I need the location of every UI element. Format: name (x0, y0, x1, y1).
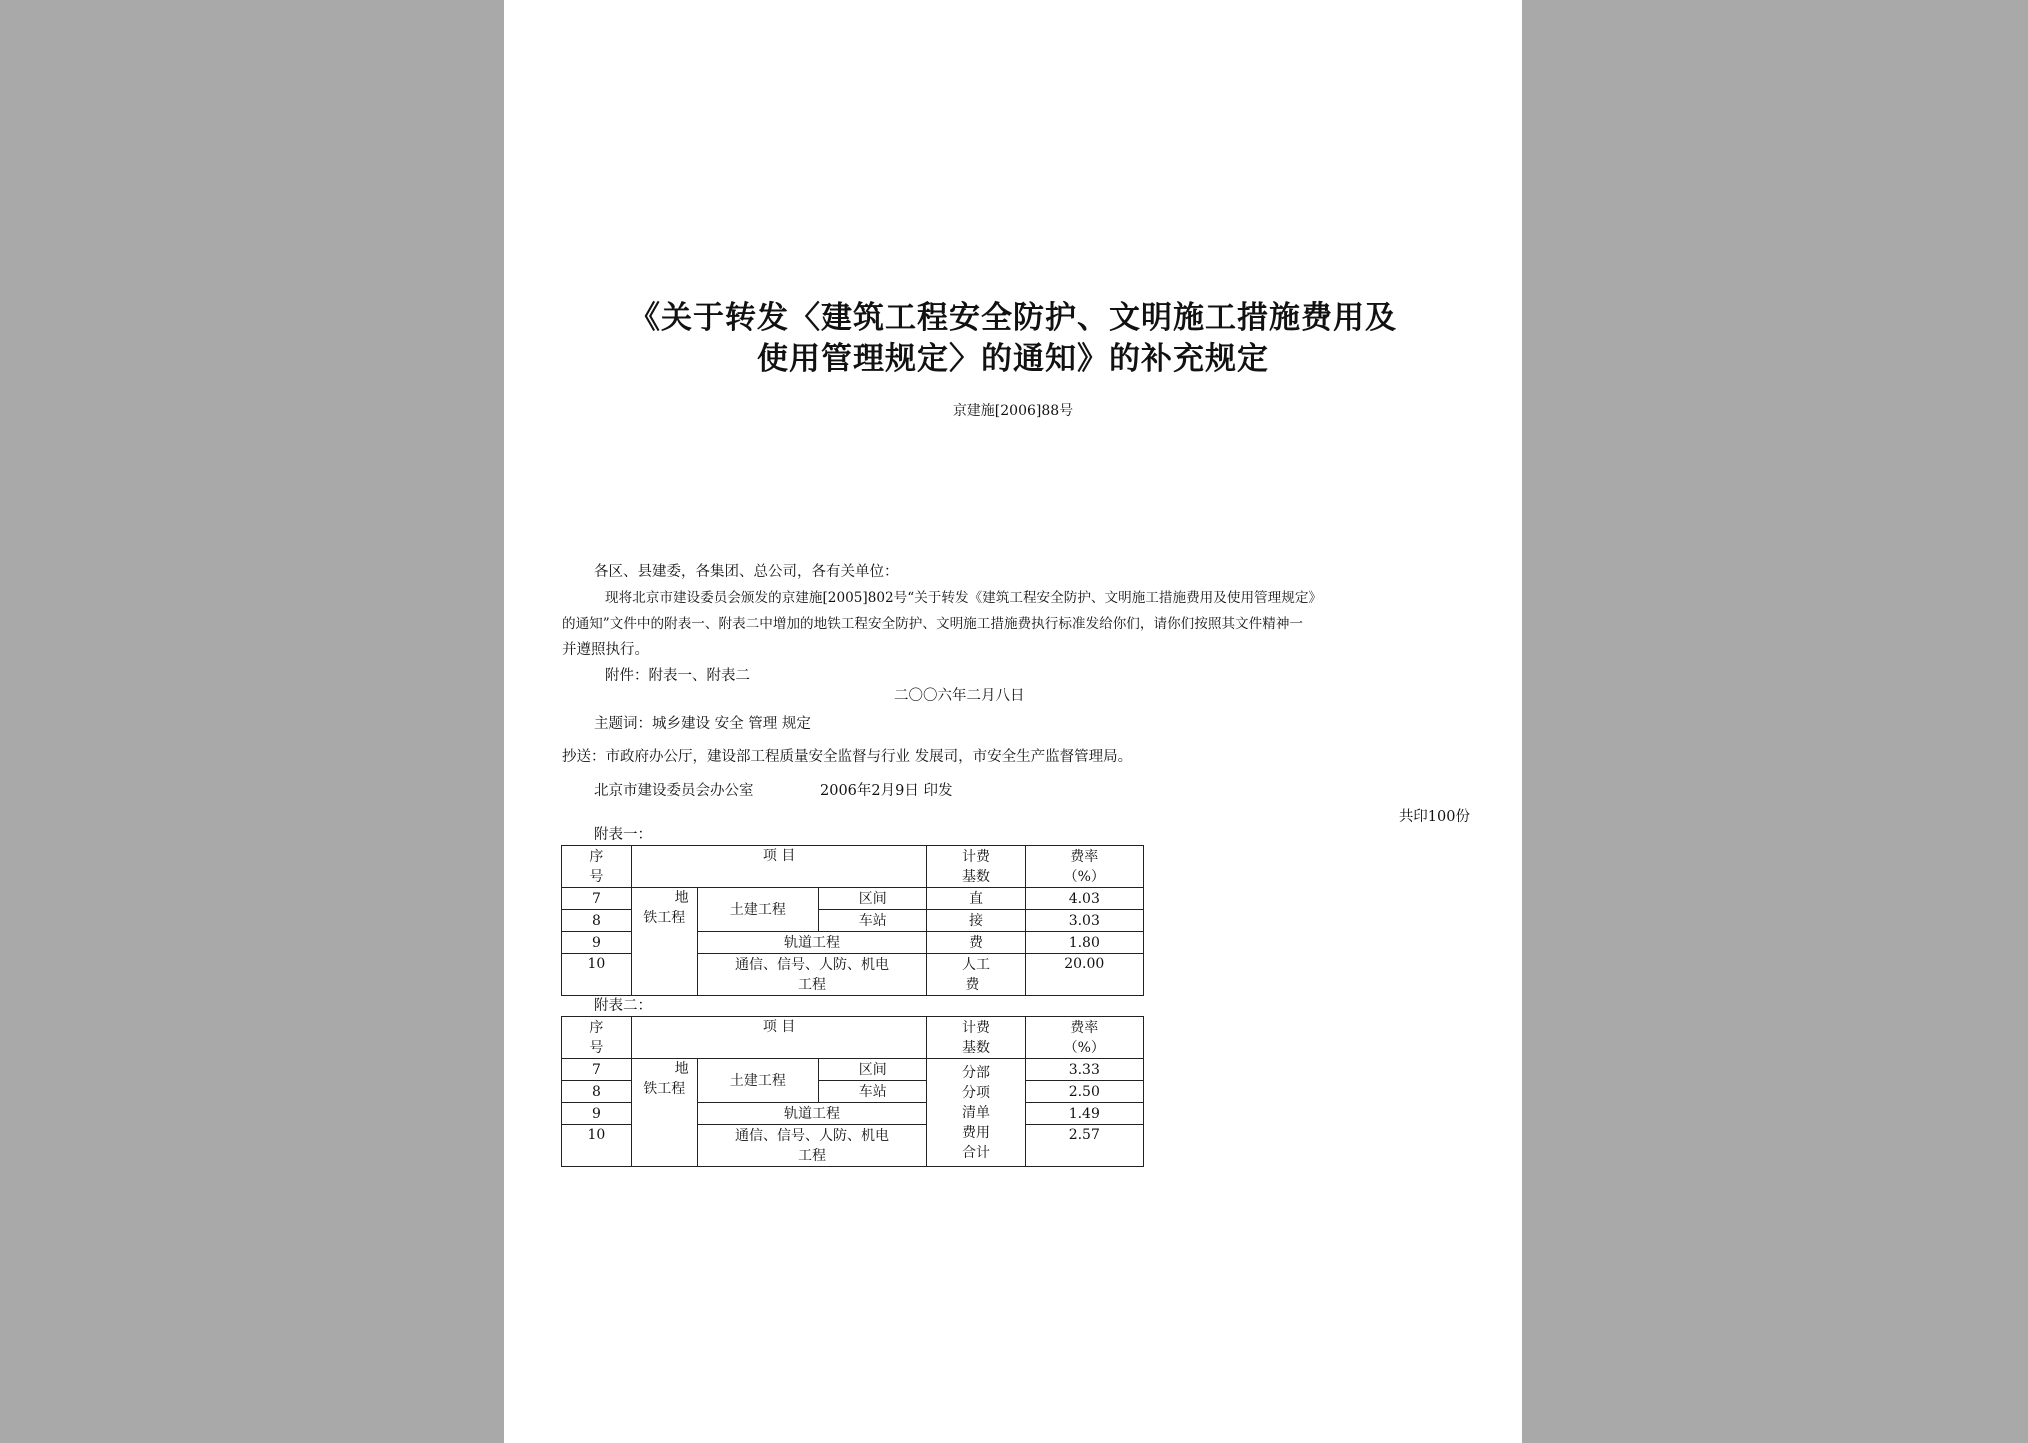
document-page (504, 0, 1522, 1443)
table-row (562, 888, 1144, 910)
row-number: 10 (562, 1125, 632, 1167)
document-title-line-2: 使用管理规定〉的通知》的补充规定 (757, 341, 1269, 377)
annex-2-caption: 附表二： (594, 998, 652, 1014)
header-item: 项 目 (631, 846, 927, 888)
category-cell: 地 铁工程 (631, 888, 697, 996)
rate-cell: 2.57 (1025, 1125, 1143, 1167)
header-base: 计费 基数 (927, 846, 1025, 888)
salutation: 各区、县建委，各集团、总公司，各有关单位： (594, 564, 899, 580)
station-cell: 车站 (819, 910, 927, 932)
header-rate: 费率 （%） (1025, 846, 1143, 888)
rate-cell: 1.49 (1025, 1103, 1143, 1125)
civil-works-cell: 土建工程 (697, 888, 818, 932)
annex-1-table (561, 845, 1144, 996)
cc-line: 抄送：市政府办公厅，建设部工程质量安全监督与行业 发展司，市安全生产监督管理局。 (562, 749, 1133, 765)
rate-cell: 3.33 (1025, 1059, 1143, 1081)
section-cell: 区间 (819, 888, 927, 910)
base-cell: 直 (927, 888, 1025, 910)
header-item: 项 目 (631, 1017, 927, 1059)
row-number: 10 (562, 954, 632, 996)
attachments-line: 附件：附表一、附表二 (605, 668, 750, 684)
issue-date: 2006年2月9日 印发 (820, 783, 953, 799)
comm-works-cell: 通信、信号、人防、机电 工程 (697, 954, 927, 996)
table-header-row (562, 1017, 1144, 1059)
header-number: 序 号 (562, 1017, 632, 1059)
issuer: 北京市建设委员会办公室 (594, 783, 754, 799)
body-paragraph-line-2: 的通知”文件中的附表一、附表二中增加的地铁工程安全防护、文明施工措施费执行标准发给你们，请你们按照其文件精神一 (562, 616, 1304, 632)
civil-works-cell: 土建工程 (697, 1059, 818, 1103)
row-number: 9 (562, 1103, 632, 1125)
category-cell: 地 铁工程 (631, 1059, 697, 1167)
track-works-cell: 轨道工程 (697, 932, 927, 954)
station-cell: 车站 (819, 1081, 927, 1103)
body-paragraph-line-1: 现将北京市建设委员会颁发的京建施[2005]802号“关于转发《建筑工程安全防护、文明施工措施费用及使用管理规定》 (605, 590, 1323, 606)
rate-cell: 4.03 (1025, 888, 1143, 910)
annex-1-caption: 附表一： (594, 827, 652, 843)
copies-count: 共印100份 (1398, 809, 1470, 825)
header-number: 序 号 (562, 846, 632, 888)
row-number: 8 (562, 1081, 632, 1103)
rate-cell: 20.00 (1025, 954, 1143, 996)
table-row (562, 1059, 1144, 1081)
header-base: 计费 基数 (927, 1017, 1025, 1059)
base-cell: 接 (927, 910, 1025, 932)
rate-cell: 3.03 (1025, 910, 1143, 932)
document-number: 京建施[2006]88号 (952, 403, 1074, 419)
document-title-line-1: 《关于转发〈建筑工程安全防护、文明施工措施费用及 (629, 300, 1397, 336)
comm-works-cell: 通信、信号、人防、机电 工程 (697, 1125, 927, 1167)
keywords-line: 主题词：城乡建设 安全 管理 规定 (594, 716, 811, 732)
body-paragraph-line-3: 并遵照执行。 (562, 642, 649, 658)
base-cell: 人工 费 (927, 954, 1025, 996)
document-date: 二〇〇六年二月八日 (894, 688, 1025, 704)
row-number: 8 (562, 910, 632, 932)
track-works-cell: 轨道工程 (697, 1103, 927, 1125)
base-cell: 分部 分项 清单 费用 合计 (927, 1059, 1025, 1167)
row-number: 7 (562, 1059, 632, 1081)
annex-2-table (561, 1016, 1144, 1167)
row-number: 9 (562, 932, 632, 954)
section-cell: 区间 (819, 1059, 927, 1081)
rate-cell: 1.80 (1025, 932, 1143, 954)
header-rate: 费率 （%） (1025, 1017, 1143, 1059)
row-number: 7 (562, 888, 632, 910)
base-cell: 费 (927, 932, 1025, 954)
rate-cell: 2.50 (1025, 1081, 1143, 1103)
table-header-row (562, 846, 1144, 888)
